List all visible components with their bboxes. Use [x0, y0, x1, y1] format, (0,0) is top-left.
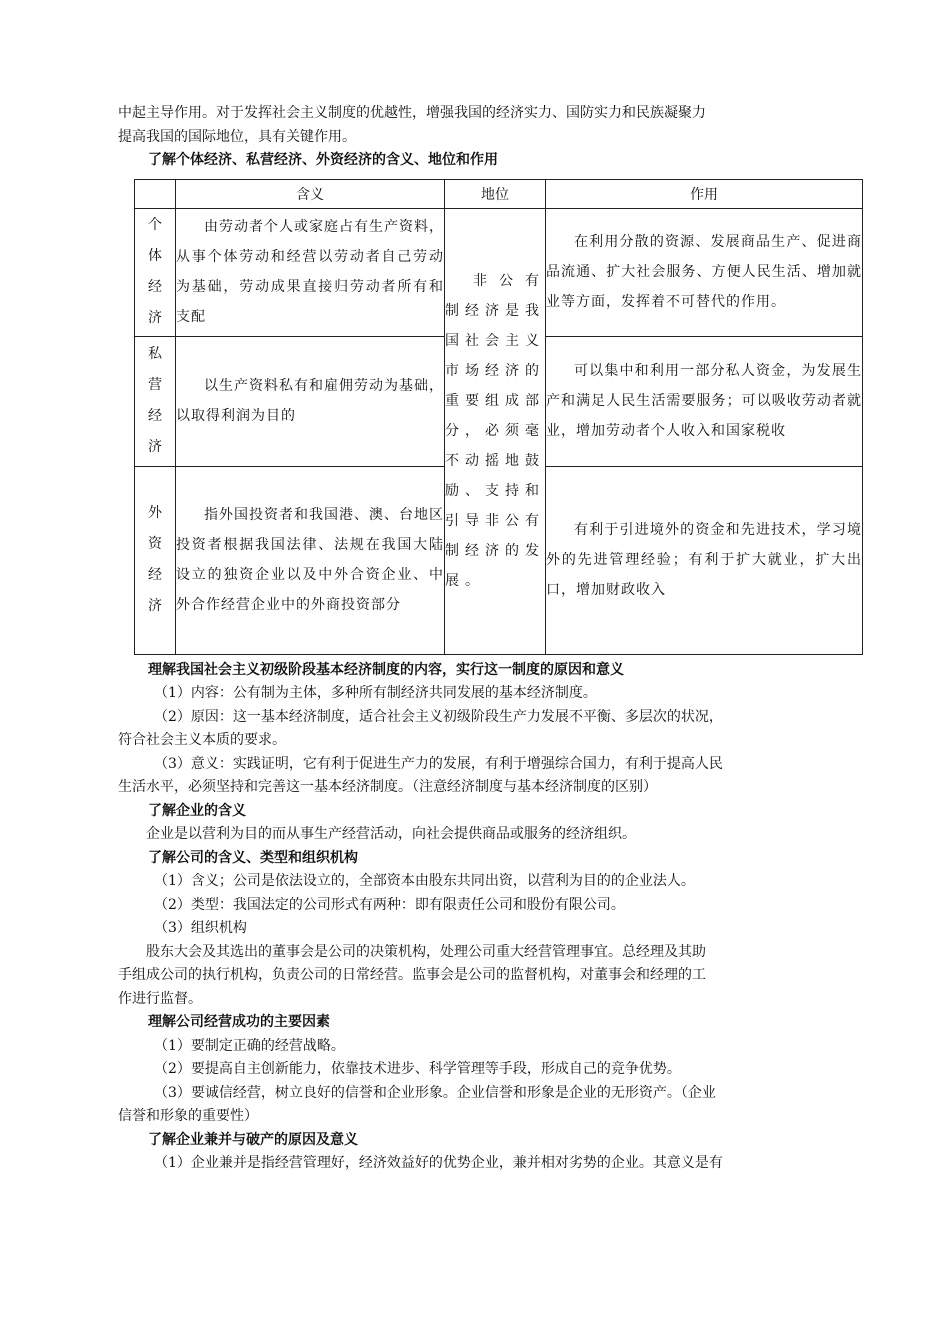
section-heading-basic-system: 理解我国社会主义初级阶段基本经济制度的内容，实行这一制度的原因和意义 — [148, 661, 624, 678]
section-heading-merger-bankruptcy: 了解企业兼并与破产的原因及意义 — [148, 1131, 358, 1148]
row-label-private: 私营经济 — [135, 336, 176, 466]
table-header-role: 作用 — [546, 179, 863, 208]
paragraph: 信誉和形象的重要性） — [118, 1108, 258, 1124]
row-label-individual: 个体经济 — [135, 208, 176, 336]
table-header-row — [135, 179, 863, 208]
intro-line-1: 中起主导作用。对于发挥社会主义制度的优越性，增强我国的经济实力、国防实力和民族凝聚力 — [118, 105, 706, 121]
paragraph: 手组成公司的执行机构，负责公司的日常经营。监事会是公司的监督机构，对董事会和经理的工 — [118, 967, 706, 983]
table-header-status: 地位 — [445, 179, 546, 208]
role-cell: 可以集中和利用一部分私人资金，为发展生产和满足人民生活需要服务；可以吸收劳动者就业，增加劳动者个人收入和国家税收 — [546, 336, 863, 466]
section-heading-economy-types: 了解个体经济、私营经济、外资经济的含义、地位和作用 — [148, 152, 498, 168]
paragraph: 生活水平，必须坚持和完善这一基本经济制度。（注意经济制度与基本经济制度的区别） — [118, 779, 657, 795]
section-heading-company: 了解公司的含义、类型和组织机构 — [148, 849, 358, 866]
row-label-foreign: 外资经济 — [135, 466, 176, 654]
meaning-cell: 指外国投资者和我国港、澳、台地区投资者根据我国法律、法规在我国大陆设立的独资企业以及中外合资企业、中外合作经营企业中的外商投资部分 — [176, 466, 445, 654]
paragraph: 企业是以营利为目的而从事生产经营活动，向社会提供商品或服务的经济组织。 — [146, 826, 636, 842]
intro-line-2: 提高我国的国际地位，具有关键作用。 — [118, 128, 356, 145]
paragraph: （3）组织机构 — [154, 920, 247, 936]
paragraph: （1）含义；公司是依法设立的，全部资本由股东共同出资，以营利为目的的企业法人。 — [154, 873, 695, 889]
meaning-cell: 由劳动者个人或家庭占有生产资料，从事个体劳动和经营以劳动者自己劳动为基础，劳动成果直接归劳动者所有和支配 — [176, 208, 445, 336]
paragraph: （2）类型：我国法定的公司形式有两种：即有限责任公司和股份有限公司。 — [154, 896, 625, 913]
paragraph: （1）内容：公有制为主体，多种所有制经济共同发展的基本经济制度。 — [154, 685, 597, 701]
document-page — [118, 102, 862, 1176]
paragraph: （1）要制定正确的经营战略。 — [154, 1037, 345, 1054]
section-heading-success-factors: 理解公司经营成功的主要因素 — [148, 1014, 330, 1030]
paragraph: 股东大会及其选出的董事会是公司的决策机构，处理公司重大经营管理事宜。总经理及其助 — [146, 943, 706, 960]
paragraph: 作进行监督。 — [118, 990, 202, 1007]
paragraph: （3）意义：实践证明，它有利于促进生产力的发展，有利于增强综合国力，有利于提高人民 — [154, 755, 723, 772]
section-heading-enterprise: 了解企业的含义 — [148, 802, 246, 819]
paragraph: （1）企业兼并是指经营管理好，经济效益好的优势企业，兼并相对劣势的企业。其意义是有 — [154, 1155, 723, 1171]
paragraph: （3）要诚信经营，树立良好的信誉和企业形象。企业信誉和形象是企业的无形资产。（企业 — [154, 1084, 716, 1101]
role-cell: 有利于引进境外的资金和先进技术，学习境外的先进管理经验；有利于扩大就业，扩大出口，增加财政收入 — [546, 466, 863, 654]
role-cell: 在利用分散的资源、发展商品生产、促进商品流通、扩大社会服务、方便人民生活、增加就业等方面，发挥着不可替代的作用。 — [546, 208, 863, 336]
table-header-meaning: 含义 — [176, 179, 445, 208]
economy-types-table — [134, 179, 863, 655]
table-header-corner — [135, 179, 176, 208]
paragraph: 符合社会主义本质的要求。 — [118, 732, 286, 748]
paragraph: （2）要提高自主创新能力，依靠技术进步、科学管理等手段，形成自己的竞争优势。 — [154, 1061, 681, 1077]
status-cell: 非公有制经济是我国社会主义市场经济的重要组成部分，必须毫不动摇地鼓励、支持和引导非公有制经济的发展。 — [445, 208, 546, 654]
meaning-cell: 以生产资料私有和雇佣劳动为基础，以取得利润为目的 — [176, 336, 445, 466]
paragraph: （2）原因：这一基本经济制度，适合社会主义初级阶段生产力发展不平衡、多层次的状况， — [154, 708, 723, 725]
table-row — [135, 208, 863, 336]
